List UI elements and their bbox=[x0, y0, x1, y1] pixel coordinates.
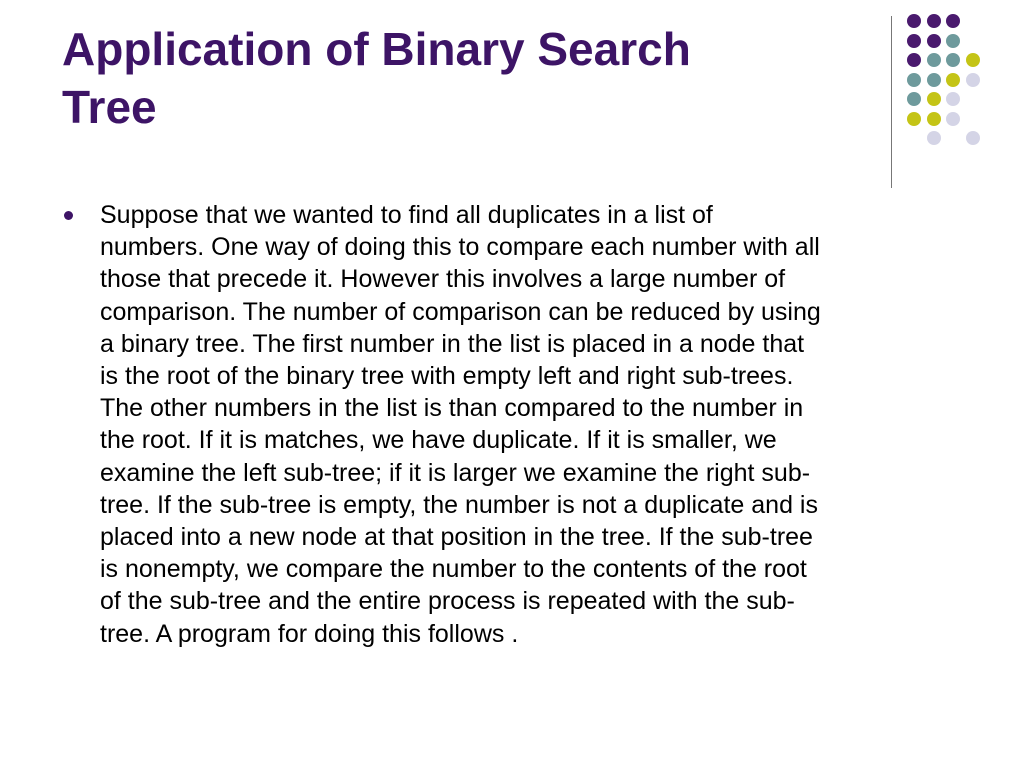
body-line: is nonempty, we compare the number to the contents of the root bbox=[100, 555, 807, 584]
decorative-dot-lavender bbox=[966, 131, 980, 145]
body-line: tree. If the sub-tree is empty, the number is not a duplicate and is bbox=[100, 490, 818, 519]
decorative-dot-lime bbox=[927, 112, 941, 126]
decorative-dot-purple bbox=[907, 34, 921, 48]
decorative-dot-teal bbox=[907, 92, 921, 106]
decorative-dot-purple bbox=[907, 14, 921, 28]
slide-title-line-1: Application of Binary Search bbox=[62, 23, 691, 75]
decorative-dot-teal bbox=[946, 34, 960, 48]
decorative-dot-teal bbox=[907, 73, 921, 87]
body-line: The other numbers in the list is than compared to the number in bbox=[100, 394, 804, 423]
header-divider bbox=[891, 16, 892, 188]
decorative-dot-grid bbox=[907, 14, 1007, 174]
body-line: placed into a new node at that position in the tree. If the sub-tree bbox=[100, 523, 813, 552]
body-line: is the root of the binary tree with empty left and right sub-trees. bbox=[100, 362, 794, 391]
bullet-item bbox=[62, 199, 972, 650]
decorative-dot-lime bbox=[946, 73, 960, 87]
body-line: of the sub-tree and the entire process is repeated with the sub- bbox=[100, 587, 795, 616]
body-line: the root. If it is matches, we have duplicate. If it is smaller, we bbox=[100, 426, 777, 455]
decorative-dot-purple bbox=[907, 53, 921, 67]
slide-title bbox=[62, 20, 862, 136]
slide-body bbox=[62, 199, 972, 650]
decorative-dot-lime bbox=[907, 112, 921, 126]
decorative-dot-purple bbox=[927, 14, 941, 28]
body-line: examine the left sub-tree; if it is larger we examine the right sub- bbox=[100, 458, 811, 487]
body-line: Suppose that we wanted to find all duplicates in a list of bbox=[100, 201, 713, 229]
decorative-dot-teal bbox=[927, 73, 941, 87]
decorative-dot-lime bbox=[927, 92, 941, 106]
bullet-dot-icon bbox=[64, 211, 73, 220]
body-line: a binary tree. The first number in the list is placed in a node that bbox=[100, 329, 805, 358]
decorative-dot-lavender bbox=[946, 112, 960, 126]
body-line: comparison. The number of comparison can be reduced by using bbox=[100, 297, 821, 326]
decorative-dot-purple bbox=[946, 14, 960, 28]
decorative-dot-lavender bbox=[927, 131, 941, 145]
decorative-dot-lavender bbox=[966, 73, 980, 87]
decorative-dot-teal bbox=[927, 53, 941, 67]
decorative-dot-teal bbox=[946, 53, 960, 67]
slide-title-line-2: Tree bbox=[62, 81, 157, 133]
body-line: those that precede it. However this involves a large number of bbox=[100, 265, 786, 294]
decorative-dot-lime bbox=[966, 53, 980, 67]
body-line: numbers. One way of doing this to compare each number with all bbox=[100, 233, 820, 262]
decorative-dot-purple bbox=[927, 34, 941, 48]
body-line: tree. A program for doing this follows . bbox=[100, 619, 519, 648]
decorative-dot-lavender bbox=[946, 92, 960, 106]
